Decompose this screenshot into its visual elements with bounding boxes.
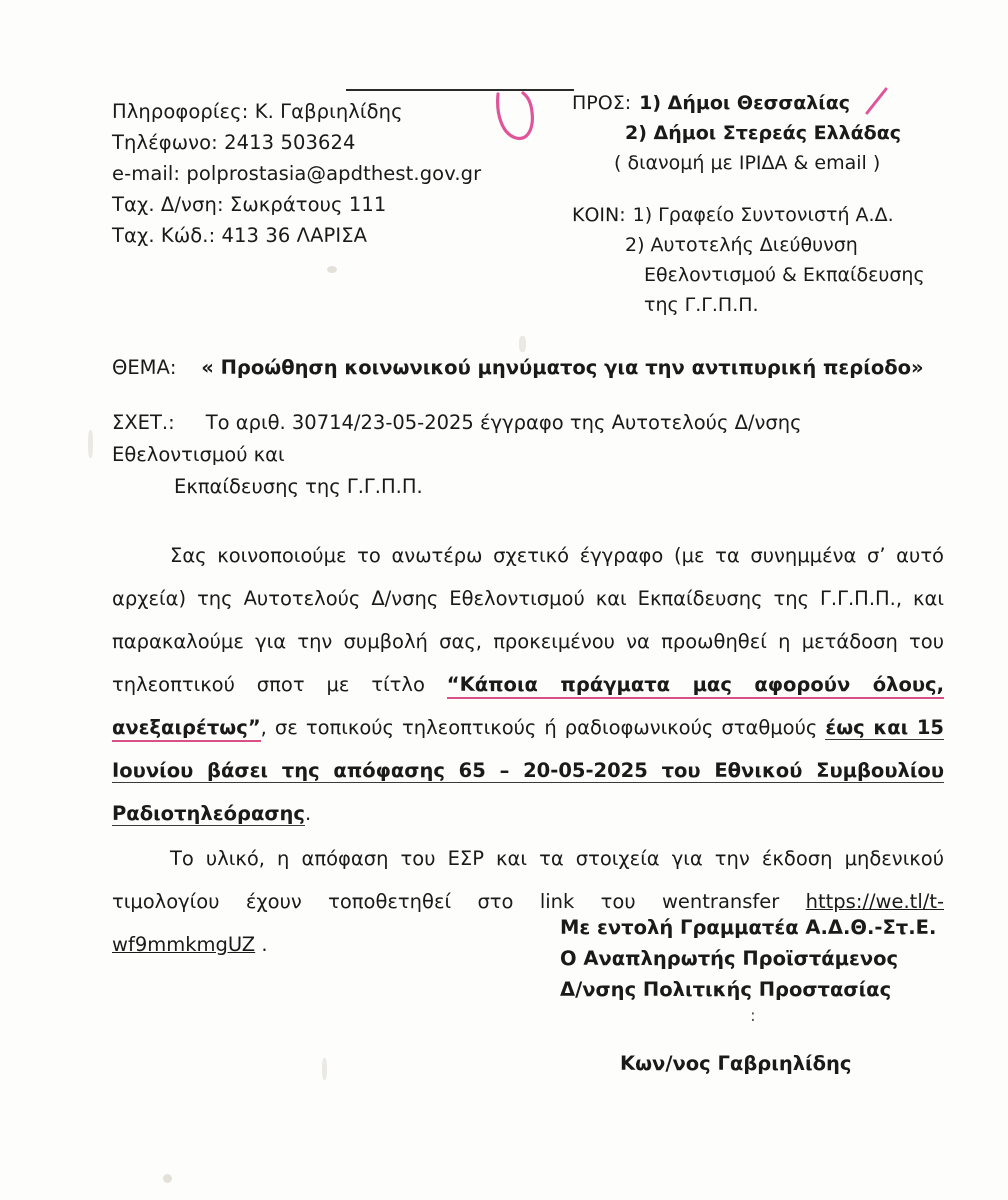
body-p1-deadline: έως και 15 Ιουνίου βάσει της απόφασης 65 – 20-05-2025 του Εθνικού Συμβουλίου Ραδιοτηλεόρασης [112,716,944,825]
pen-checkmark-icon [492,88,538,146]
contact-postcode-line: Ταχ. Κώδ.: 413 36 ΛΑΡΙΣΑ [112,224,368,247]
scan-artifact-smudge [519,336,526,352]
pros-label: ΠΡΟΣ: [572,92,632,114]
recipient-primary-row [572,88,992,118]
reference-line-1 [112,407,942,471]
scan-artifact-speck [327,266,337,273]
koin-item-1: 1) Γραφείο Συντονιστή Α.Δ. [632,204,894,226]
signature-line-3: Δ/νσης Πολιτικής Προστασίας [560,978,892,1001]
contact-address-line: Ταχ. Δ/νση: Σωκράτους 111 [112,193,387,216]
koin-item-2-cont2: της Γ.Γ.Π.Π. [644,294,759,316]
koin-item-2: 2) Αυτοτελής Διεύθυνση [625,234,858,256]
recipients-block [572,88,992,320]
scan-artifact-speck [163,1174,172,1183]
wetransfer-link[interactable]: https://we.tl/t-wf9mmkmgUZ [112,890,944,956]
scan-artifact-smudge [88,430,93,458]
subject-line [112,356,924,379]
subject-value: « Προώθηση κοινωνικού μηνύματος για την αντιπυρική περίοδο» [201,356,924,379]
spot-title-quote: “Κάποια πράγματα μας αφορούν όλους, ανεξαιρέτως” [112,673,944,742]
pros-item-2: 2) Δήμοι Στερεάς Ελλάδας [625,122,902,144]
koin-item-2-cont: Εθελοντισμού & Εκπαίδευσης [644,264,925,286]
recipient-cc-block [572,200,992,320]
body-paragraph-1 [112,534,944,835]
document-body [112,534,944,966]
pros-item-1: 1) Δήμοι Θεσσαλίας [639,92,851,114]
contact-info-line: Πληροφορίες: Κ. Γαβριηλίδης [112,100,403,123]
reference-text-2: Εκπαίδευσης της Γ.Γ.Π.Π. [174,475,423,498]
body-p2-part-a: Το υλικό, η απόφαση του ΕΣΡ και τα στοιχεία για την έκδοση μηδενικού τιμολογίου έχουν τοποθετηθεί στο link του wentransfer [112,847,944,913]
scan-artifact-smudge [322,1058,327,1080]
body-p2-end: . [255,933,268,956]
signature-line-2: Ο Αναπληρωτής Προϊστάμενος [560,947,899,970]
signer-name: Κων/νος Γαβριηλίδης [620,1052,852,1075]
pros-note: ( διανομή με ΙΡΙΔΑ & email ) [614,152,881,174]
body-p1-part-a: Σας κοινοποιούμε το ανωτέρω σχετικό έγγραφο (με τα συνημμένα σ’ αυτό αρχεία) της Αυτοτελούς Δ/νσης Εθελοντισμού και Εκπαίδευσης της Γ.Γ.Π.Π., και παρακαλούμε για την συμβολή σας, προκειμένου να προωθηθεί η μετάδοση του τηλεοπτικού σποτ με τίτλο [112,544,944,696]
signature-block [560,912,936,1005]
koin-label: ΚΟΙΝ: [572,204,626,226]
body-p1-part-b: , σε τοπικούς τηλεοπτικούς ή ραδιοφωνικούς σταθμούς [260,716,826,739]
koin-first-row [572,200,992,230]
reference-text-1: Το αριθ. 30714/23-05-2025 έγγραφο της Αυτοτελούς Δ/νσης Εθελοντισμού και [112,411,802,466]
contact-phone-line: Τηλέφωνο: 2413 503624 [112,131,356,154]
reference-block [112,407,942,503]
body-p1-end: . [304,802,312,825]
reference-label: ΣΧΕΤ.: [112,411,175,434]
signature-line-1: Με εντολή Γραμματέα Α.Δ.Θ.-Στ.Ε. [560,916,937,939]
contact-email-line: e-mail: polprostasia@apdthest.gov.gr [112,162,482,185]
sender-contact-block [112,96,492,251]
signature-stray-mark: : [750,1006,756,1026]
subject-label: ΘΕΜΑ: [112,356,177,379]
header-rule [346,89,574,91]
